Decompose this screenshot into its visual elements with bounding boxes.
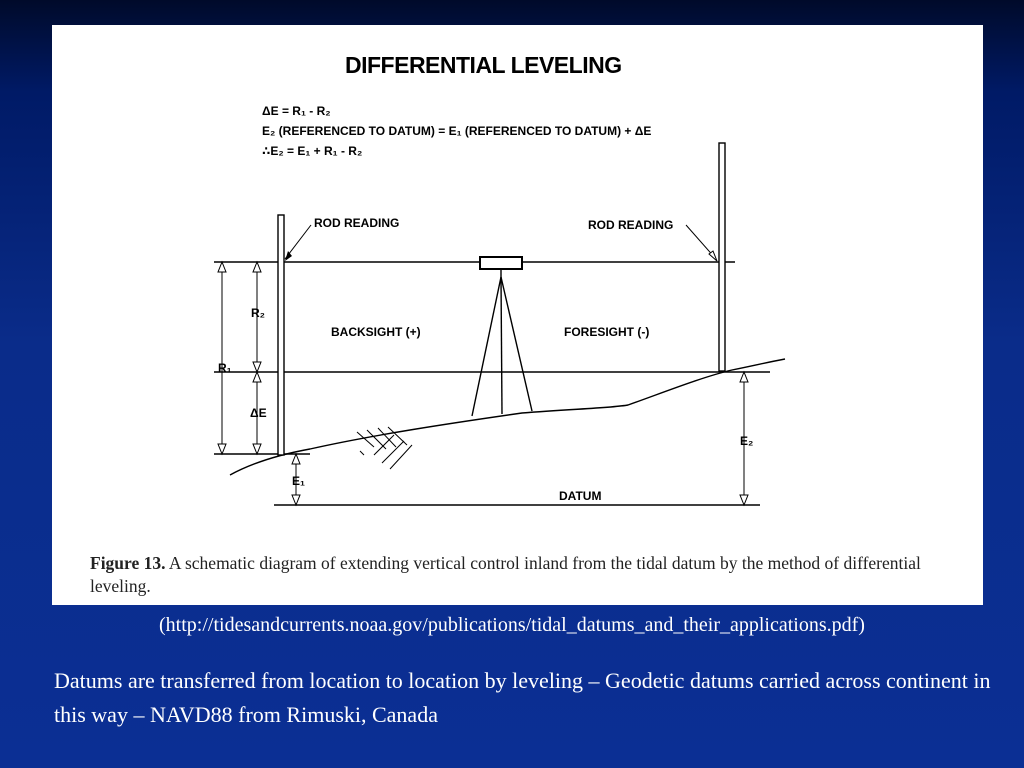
backsight-label: BACKSIGHT (+) — [331, 325, 421, 339]
rod-reading-left-label: ROD READING — [314, 216, 400, 230]
r2-label: R₂ — [251, 306, 265, 320]
e2-label: E₂ — [740, 434, 754, 448]
equation-1: ΔE = R₁ - R₂ — [262, 104, 331, 118]
source-url: (http://tidesandcurrents.noaa.gov/publications/tidal_datums_and_their_applications.pdf) — [159, 614, 865, 636]
figure-caption-text: A schematic diagram of extending vertical control inland from the tidal datum by the method of differential leveling. — [90, 553, 921, 596]
delta-e-label: ΔE — [250, 406, 267, 420]
foresight-rod — [719, 143, 725, 371]
r1-label: R₁ — [218, 361, 232, 375]
rod-reading-right-label: ROD READING — [588, 218, 674, 232]
backsight-rod — [278, 215, 284, 455]
figure-caption-number: Figure 13. — [90, 553, 166, 573]
e1-label: E₁ — [292, 474, 305, 488]
equation-3: ∴E₂ = E₁ + R₁ - R₂ — [262, 144, 363, 158]
earth-hatching — [357, 427, 412, 469]
tripod — [472, 277, 532, 416]
diagram-title: DIFFERENTIAL LEVELING — [345, 52, 622, 78]
datum-label: DATUM — [559, 489, 602, 503]
foresight-label: FORESIGHT (-) — [564, 325, 650, 339]
level-instrument — [480, 257, 522, 269]
figure-panel — [52, 25, 983, 605]
slide-body-text: Datums are transferred from location to location by leveling – Geodetic datums carried across continent in this way – NAVD88 from Rimuski, Canada — [54, 668, 991, 727]
figure-caption — [90, 552, 970, 598]
r1-dimension — [218, 262, 226, 454]
ground-profile — [230, 359, 785, 475]
equation-2: E₂ (REFERENCED TO DATUM) = E₁ (REFERENCED TO DATUM) + ΔE — [262, 124, 652, 138]
differential-leveling-diagram — [52, 25, 983, 605]
